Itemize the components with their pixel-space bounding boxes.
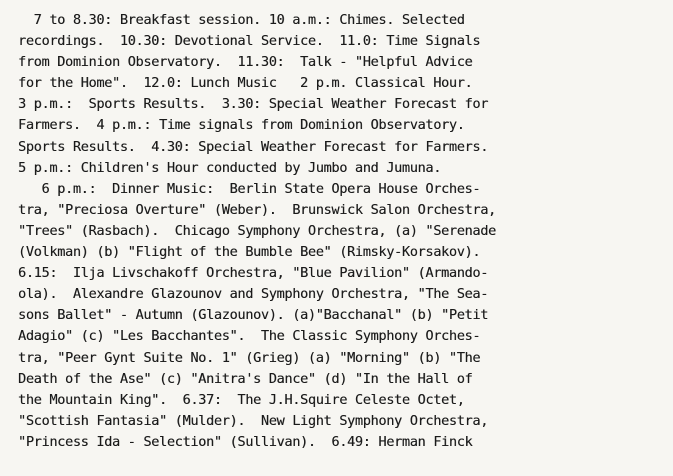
text-line: "Scottish Fantasia" (Mulder). New Light Symphony Orchestra, (18, 412, 489, 429)
text-line: 5 p.m.: Children's Hour conducted by Jumbo and Jumuna. (18, 159, 442, 176)
text-line: ola). Alexandre Glazounov and Symphony Orchestra, "The Sea- (18, 286, 489, 303)
typescript-text-block (18, 10, 668, 453)
text-line: "Trees" (Rasbach). Chicago Symphony Orchestra, (a) "Serenade (18, 222, 496, 239)
text-line: recordings. 10.30: Devotional Service. 11.0: Time Signals (18, 33, 481, 50)
text-line: for the Home". 12.0: Lunch Music 2 p.m. Classical Hour. (18, 75, 473, 92)
text-line: "Princess Ida - Selection" (Sullivan). 6.49: Herman Finck (18, 433, 473, 450)
text-line: Farmers. 4 p.m.: Time signals from Dominion Observatory. (18, 117, 465, 134)
text-line: Adagio" (c) "Les Bacchantes". The Classic Symphony Orches- (18, 328, 481, 345)
text-line: 7 to 8.30: Breakfast session. 10 a.m.: Chimes. Selected (18, 12, 465, 28)
text-line: 6.15: Ilja Livschakoff Orchestra, "Blue Pavilion" (Armando- (18, 265, 489, 282)
text-line: 3 p.m.: Sports Results. 3.30: Special Weather Forecast for (18, 96, 489, 113)
text-line: (Volkman) (b) "Flight of the Bumble Bee" (Rimsky-Korsakov). (18, 244, 481, 261)
text-line: tra, "Preciosa Overture" (Weber). Brunswick Salon Orchestra, (18, 201, 496, 218)
text-line: 6 p.m.: Dinner Music: Berlin State Opera House Orches- (18, 180, 481, 197)
text-line: from Dominion Observatory. 11.30: Talk - "Helpful Advice (18, 54, 473, 71)
text-line: tra, "Peer Gynt Suite No. 1" (Grieg) (a) "Morning" (b) "The (18, 349, 481, 366)
text-line: Death of the Ase" (c) "Anitra's Dance" (d) "In the Hall of (18, 370, 473, 387)
text-line: Sports Results. 4.30: Special Weather Forecast for Farmers. (18, 138, 489, 155)
text-line: sons Ballet" - Autumn (Glazounov). (a)"Bacchanal" (b) "Petit (18, 307, 489, 324)
text-line: the Mountain King". 6.37: The J.H.Squire Celeste Octet, (18, 391, 465, 408)
